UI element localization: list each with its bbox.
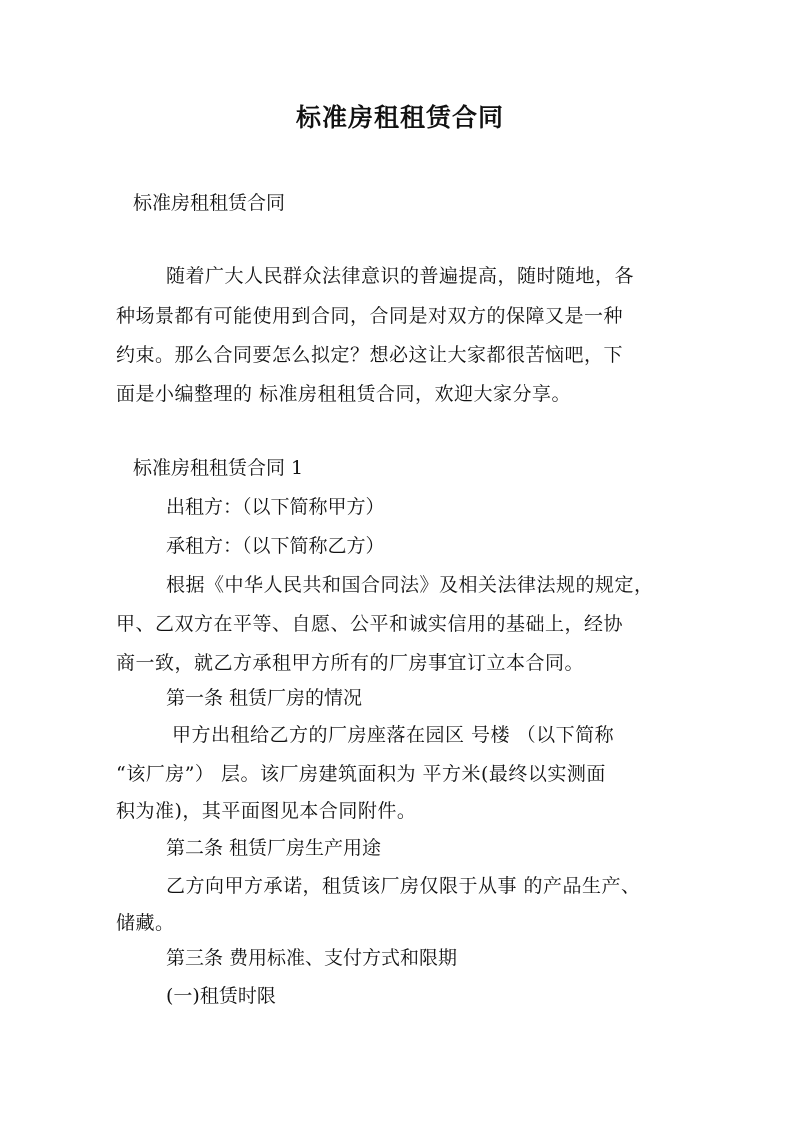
intro-line-4: 面是小编整理的 标准房租租赁合同，欢迎大家分享。 [116, 383, 572, 405]
document-subtitle: 标准房租租赁合同 [133, 192, 286, 214]
lessee-line: 承租方：（以下简称乙方） [166, 535, 385, 557]
article-3-item-1: (一)租赁时限 [166, 985, 276, 1007]
preamble-line-2: 甲、乙双方在平等、自愿、公平和诚实信用的基础上，经协 [116, 613, 624, 635]
intro-line-1: 随着广大人民群众法律意识的普遍提高，随时随地，各 [166, 265, 635, 287]
preamble-line-1: 根据《中华人民共和国合同法》及相关法律法规的规定， [166, 574, 654, 596]
intro-line-2: 种场景都有可能使用到合同，合同是对双方的保障又是一种 [116, 305, 624, 327]
article-2-line-2: 储藏。 [116, 912, 175, 934]
lessor-line: 出租方：（以下简称甲方） [166, 496, 385, 518]
article-1-line-3: 积为准)，其平面图见本合同附件。 [116, 800, 417, 822]
contract-heading: 标准房租租赁合同 1 [133, 457, 304, 479]
article-3-title: 第三条 费用标准、支付方式和限期 [166, 947, 458, 969]
intro-line-3: 约束。那么合同要怎么拟定？想必这让大家都很苦恼吧，下 [116, 344, 624, 366]
article-2-line-1: 乙方向甲方承诺，租赁该厂房仅限于从事 的产品生产、 [166, 875, 641, 897]
article-2-title: 第二条 租赁厂房生产用途 [166, 837, 382, 859]
article-1-line-2: “该厂房”） 层。该厂房建筑面积为 平方米(最终以实测面 [116, 763, 606, 785]
document-title: 标准房租租赁合同 [295, 103, 504, 132]
article-1-title: 第一条 租赁厂房的情况 [166, 687, 363, 709]
article-1-line-1: 甲方出租给乙方的厂房座落在园区 号楼 （以下简称 [172, 724, 615, 746]
preamble-line-3: 商一致，就乙方承租甲方所有的厂房事宜订立本合同。 [116, 652, 585, 674]
